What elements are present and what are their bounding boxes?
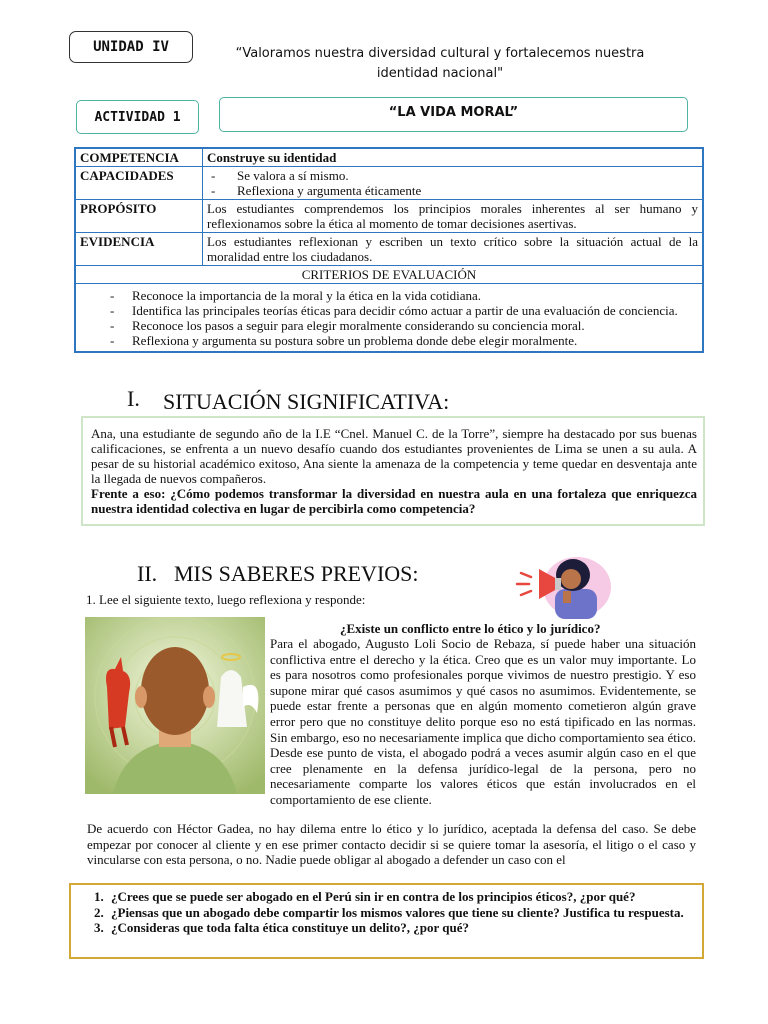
criterio-item: - Reflexiona y argumenta su postura sobre un problema donde debe elegir moralmente. [132,333,698,348]
questions-box [69,883,704,959]
head-hair [141,647,209,735]
row-evidencia [75,233,703,266]
capacidades-value [203,167,704,200]
neck [563,591,571,603]
article-title: ¿Existe un conflicto entre lo ético y lo jurídico? [340,621,601,636]
article-paragraph-2: De acuerdo con Héctor Gadea, no hay dilema entre lo ético y lo jurídico, aceptada la defensa del caso. Se debe empezar por conocer al cliente y en ese primer contacto decidir si se quiere tomar la asesoría, el litigo o el caso y vincularse con esta persona, o no. Nadie puede obligar al abogado a defender un caso con el [87,821,696,868]
motto-line-1: “Valoramos nuestra diversidad cultural y fortalecemos nuestra [235,46,645,61]
conscience-illustration [85,617,265,794]
activity-label: ACTIVIDAD 1 [76,100,199,134]
activity-title: “LA VIDA MORAL” [219,97,688,132]
criterio-item: - Identifica las principales teorías éticas para decidir cómo actuar a partir de una evaluación de conciencia. [132,303,698,318]
proposito-value: Los estudiantes comprendemos los principios morales inherentes al ser humano y reflexionamos sobre la ética al momento de tomar decisiones asertivas. [203,200,704,233]
article-paragraph-1: Para el abogado, Augusto Loli Socio de Rebaza, sí puede haber una situación conflictiva entre el derecho y la ética. Creo que es un valor muy importante. Lo es para nosotros como profesionales porque vivimos de nuestro prestigio. Y eso supone mirar qué casos asumimos y qué casos no asumimos. Evidentemente, se puede estar frente a personas que en algún momento cometieron algún grave error pero que no constituye delito porque eso no está tipificado en las normas. Sin embargo, eso no necesariamente implica que dicho comportamiento sea ético. Desde ese punto de vista, el abogado podrá a veces asumir algún caso en el que cree plenamente en la defensa jurídico-legal de la persona, pero no necesariamente comparte los valores éticos que están involucrados en el comportamiento de ese cliente. [270,636,696,807]
situation-question: Frente a eso: ¿Cómo podemos transformar la diversidad en nuestra aula en una fortaleza que enriquezca nuestra identidad colectiva en lugar de percibirla como competencia? [91,486,697,516]
competencia-value: Construye su identidad [203,148,704,167]
criterio-item: - Reconoce la importancia de la moral y la ética en la vida cotidiana. [132,288,698,303]
section2-title: MIS SABERES PREVIOS: [174,561,419,586]
capacidades-label: CAPACIDADES [75,167,203,200]
question-item: 1. ¿Crees que se puede ser abogado en el Perú sin ir en contra de los principios éticos?, ¿por qué? [107,889,694,905]
unit-label: UNIDAD IV [69,31,193,63]
motto-line-2: identidad nacional" [376,66,504,81]
face [561,569,581,589]
unit-motto [220,44,660,84]
evidencia-label: EVIDENCIA [75,233,203,266]
row-proposito [75,200,703,233]
shirt [555,589,597,619]
criterios-list [80,285,698,350]
megaphone-handle [555,578,561,590]
megaphone-girl-illustration [507,549,612,621]
reading-instruction: 1. Lee el siguiente texto, luego reflexiona y responde: [86,592,366,607]
situation-box [81,416,705,526]
question-item: 2. ¿Piensas que un abogado debe compartir los mismos valores que tiene su cliente? Justifica tu respuesta. [107,905,694,921]
row-capacidades [75,167,703,200]
proposito-label: PROPÓSITO [75,200,203,233]
evidencia-value: Los estudiantes reflexionan y escriben un texto crítico sobre la situación actual de la moralidad entre los ciudadanos. [203,233,704,266]
right-ear [203,686,215,708]
competency-table [74,147,704,353]
questions-list [87,889,694,936]
criterio-item: - Reconoce los pasos a seguir para elegir moralmente considerando su conciencia moral. [132,318,698,333]
left-ear [135,686,147,708]
section1-numeral: I. [127,386,140,411]
row-criterios-title [75,266,703,284]
criterios-cell [75,284,703,353]
competencia-label: COMPETENCIA [75,148,203,167]
situation-text: Ana, una estudiante de segundo año de la I.E “Cnel. Manuel C. de la Torre”, siempre ha destacado por sus buenas calificaciones, se enfrenta a un nuevo desafío cuando dos estudiantes provenientes de Lima se unen a su aula. A pesar de su historial académico exitoso, Ana siente la amenaza de la competencia y teme quedar en desventaja ante la llegada de nuevos compañeros. [91,426,697,486]
sound-lines [517,573,531,595]
capacidades-list [207,168,698,198]
question-item: 3. ¿Consideras que toda falta ética constituye un delito?, ¿por qué? [107,920,694,936]
section2-numeral: II. [137,561,158,586]
row-competencia [75,148,703,167]
criterios-title: CRITERIOS DE EVALUACIÓN [75,266,703,284]
capacidad-item: - Se valora a sí mismo. [237,168,698,183]
capacidad-item: - Reflexiona y argumenta éticamente [237,183,698,198]
row-criterios [75,284,703,353]
section1-title: SITUACIÓN SIGNIFICATIVA: [163,389,450,414]
